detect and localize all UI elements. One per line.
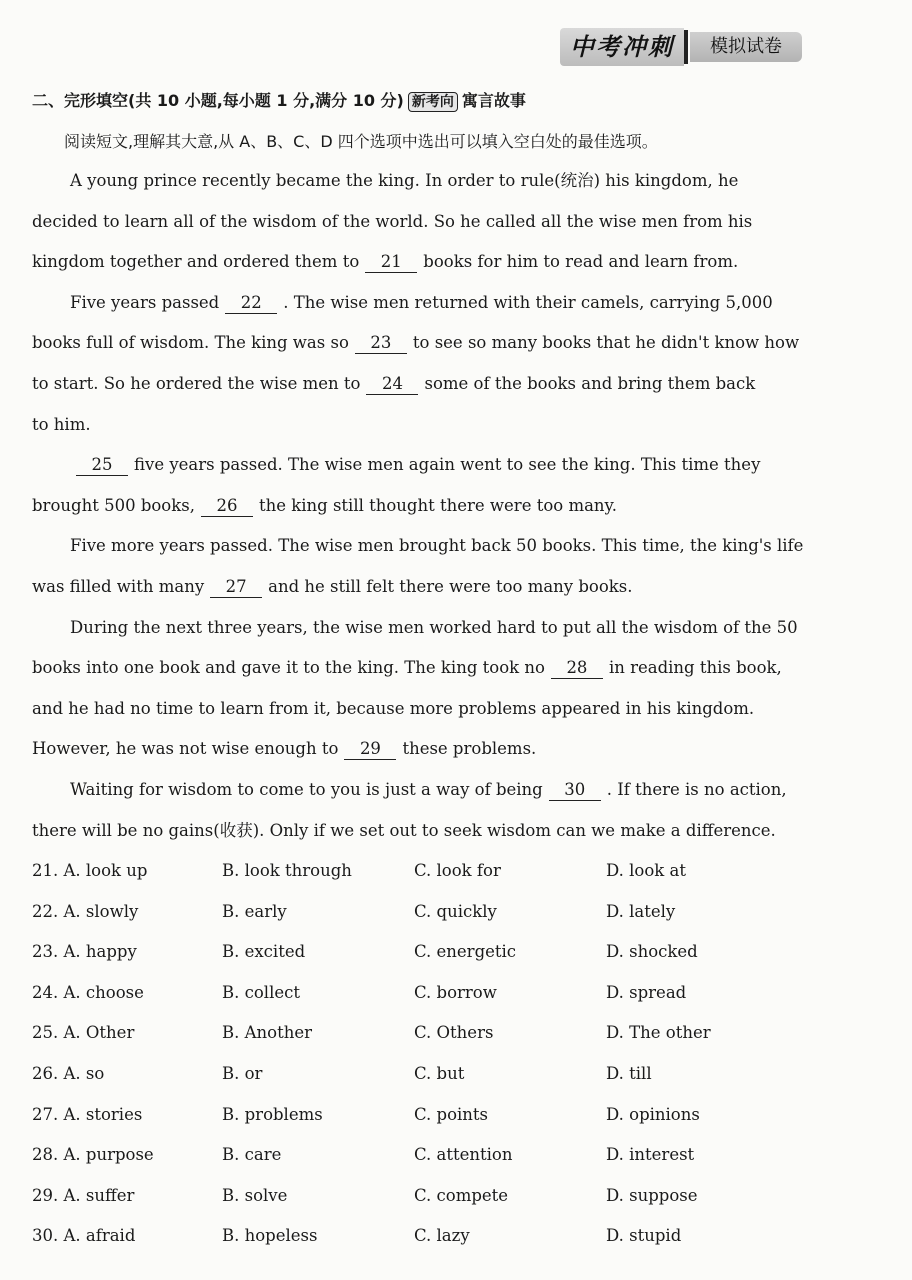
option-b: B. care [222,1145,282,1165]
option-row [32,1095,832,1136]
option-d: D. opinions [606,1104,700,1124]
passage-line: there will be no gains(收获). Only if we set out to seek wisdom can we make a difference. [32,820,776,840]
option-b: B. or [222,1063,263,1083]
option-c: C. compete [414,1185,509,1205]
header-badge [560,28,808,66]
passage-line: Five more years passed. The wise men brought back 50 books. This time, the king's life [70,536,804,556]
passage-line: brought 500 books, 26 the king still thought there were too many. [32,495,617,515]
option-c: C. but [414,1063,465,1083]
new-trend-tag: 新考向 [408,92,458,112]
option-d: D. interest [606,1145,695,1165]
badge-label: 模拟试卷 [690,32,802,62]
option-d: D. look at [606,861,686,880]
blank-23: 23 [355,333,407,354]
option-row [32,1216,832,1257]
option-a: 23. A. happy [32,942,137,962]
option-b: B. problems [222,1104,323,1124]
passage-line: Waiting for wisdom to come to you is just a way of being 30 . If there is no action, [70,779,787,799]
instruction: 阅读短文,理解其大意,从 A、B、C、D 四个选项中选出可以填入空白处的最佳选项。 [64,132,658,151]
option-row [32,973,832,1014]
option-row [32,892,832,933]
passage-line: books into one book and gave it to the king. The king took no 28 in reading this book, [32,658,782,678]
answer-options [32,851,832,1257]
option-d: D. till [606,1063,652,1083]
passage-line: During the next three years, the wise men worked hard to put all the wisdom of the 50 [70,617,798,637]
blank-29: 29 [344,739,396,760]
section-title [32,88,526,112]
option-row [32,1135,832,1176]
option-a: 24. A. choose [32,982,144,1002]
passage-line: to start. So he ordered the wise men to 24 some of the books and bring them back [32,373,756,393]
blank-21: 21 [365,252,417,273]
passage-line: books full of wisdom. The king was so 23 to see so many books that he didn't know how [32,333,800,353]
option-a: 26. A. so [32,1063,105,1083]
option-row [32,851,832,892]
blank-30: 30 [549,780,601,801]
option-c: C. energetic [414,942,517,962]
passage-line: was filled with many 27 and he still felt there were too many books. [32,576,633,596]
passage-line: Five years passed 22 . The wise men returned with their camels, carrying 5,000 [70,292,773,312]
option-a: 28. A. purpose [32,1145,154,1165]
option-c: C. points [414,1104,489,1124]
option-b: B. look through [222,861,352,880]
passage-line: and he had no time to learn from it, because more problems appeared in his kingdom. [32,698,755,718]
option-row [32,1054,832,1095]
option-d: D. suppose [606,1185,698,1205]
option-c: C. borrow [414,982,497,1002]
option-row [32,932,832,973]
passage-line: kingdom together and ordered them to 21 books for him to read and learn from. [32,252,739,272]
option-b: B. early [222,901,287,921]
option-b: B. Another [222,1023,313,1043]
option-a: 29. A. suffer [32,1185,135,1205]
option-a: 25. A. Other [32,1023,135,1043]
option-c: C. look for [414,861,501,880]
blank-27: 27 [210,577,262,598]
option-d: D. stupid [606,1226,682,1246]
option-d: D. lately [606,901,676,921]
passage-line: decided to learn all of the wisdom of the world. So he called all the wise men from his [32,211,753,231]
section-title-text: 二、完形填空(共 10 小题,每小题 1 分,满分 10 分) [32,91,404,110]
option-row [32,1013,832,1054]
genre-label: 寓言故事 [461,91,526,110]
option-c: C. Others [414,1023,494,1043]
badge-divider [684,30,688,64]
passage [32,161,804,851]
option-d: D. shocked [606,942,698,962]
option-b: B. hopeless [222,1226,318,1246]
option-b: B. collect [222,982,300,1002]
option-a: 22. A. slowly [32,901,139,921]
badge-logo: 中考冲刺 [560,28,684,66]
passage-line: 25 five years passed. The wise men again went to see the king. This time they [32,445,804,486]
option-a: 27. A. stories [32,1104,143,1124]
passage-line: to him. [32,414,91,434]
blank-26: 26 [201,496,253,517]
passage-line: A young prince recently became the king. In order to rule(统治) his kingdom, he [70,171,739,190]
blank-24: 24 [366,374,418,395]
option-c: C. lazy [414,1226,470,1246]
option-c: C. attention [414,1145,513,1165]
option-d: D. The other [606,1023,711,1043]
option-row [32,1176,832,1217]
option-d: D. spread [606,982,687,1002]
blank-25: 25 [76,455,128,476]
blank-22: 22 [225,293,277,314]
passage-line: However, he was not wise enough to 29 these problems. [32,739,537,759]
option-a: 30. A. afraid [32,1226,136,1246]
option-b: B. excited [222,942,306,962]
blank-28: 28 [551,658,603,679]
option-a: 21. A. look up [32,861,148,880]
option-c: C. quickly [414,901,497,921]
option-b: B. solve [222,1185,288,1205]
